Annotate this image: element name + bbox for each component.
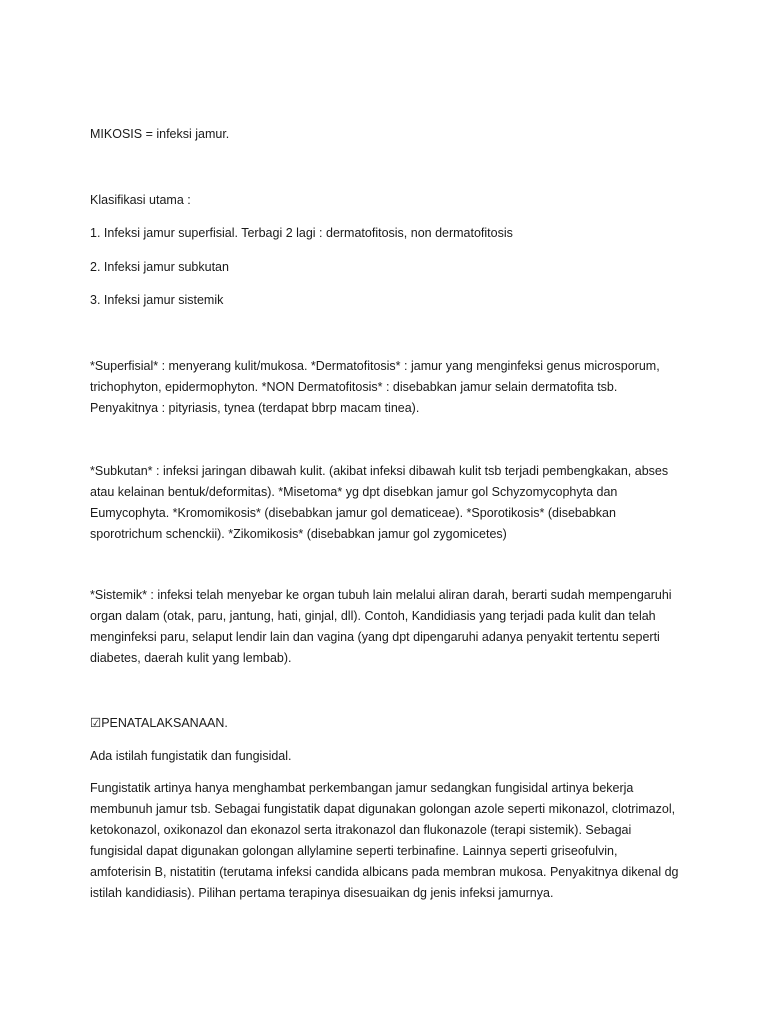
document-title: MIKOSIS = infeksi jamur.	[90, 127, 230, 141]
list-item: 2. Infeksi jamur subkutan	[90, 260, 229, 274]
list-item: 1. Infeksi jamur superfisial. Terbagi 2 lagi : dermatofitosis, non dermatofitosis	[90, 226, 513, 240]
classification-heading: Klasifikasi utama :	[90, 193, 191, 207]
sistemik-paragraph: *Sistemik* : infeksi telah menyebar ke organ tubuh lain melalui aliran darah, berarti sudah mempengaruhi organ dalam (otak, paru, jantung, hati, ginjal, dll). Contoh, Kandidiasis yang terjadi pada kulit dan telah menginfeksi paru, selaput lendir lain dan vagina (yang dpt dipengaruhi adanya penyakit tertentu seperti diabetes, daerah kulit yang lembab).	[90, 588, 672, 665]
subkutan-paragraph: *Subkutan* : infeksi jaringan dibawah kulit. (akibat infeksi dibawah kulit tsb terjadi pembengkakan, abses atau kelainan bentuk/deformitas). *Misetoma* yg dpt disebkan jamur gol Schyzomycophyta dan Eumycophyta. *Kromomikosis* (disebabkan jamur gol dematiceae). *Sporotikosis* (disebabkan sporotrichum schenckii). *Zikomikosis* (disebabkan jamur gol zygomicetes)	[90, 464, 669, 541]
istilah-paragraph: Ada istilah fungistatik dan fungisidal.	[90, 749, 292, 763]
fungistatik-paragraph: Fungistatik artinya hanya menghambat perkembangan jamur sedangkan fungisidal artinya bekerja membunuh jamur tsb. Sebagai fungistatik dapat digunakan golongan azole seperti mikonazol, clotrimazol, ketokonazol, oxikonazol dan ekonazol serta itrakonazol dan flukonazole (terapi sistemik). Sebagai fungisidal dapat digunakan golongan allylamine seperti terbinafine. Lainnya seperti griseofulvin, amfoterisin B, nistatitin (terutama infeksi candida albicans pada membran mukosa. Penyakitnya dikenal dg istilah kandidiasis). Pilihan pertama terapinya disesuaikan dg jenis infeksi jamurnya.	[90, 781, 679, 900]
penatalaksanaan-heading: ☑PENATALAKSANAAN.	[90, 716, 228, 730]
superfisial-paragraph: *Superfisial* : menyerang kulit/mukosa. *Dermatofitosis* : jamur yang menginfeksi genus microsporum, trichophyton, epidermophyton. *NON Dermatofitosis* : disebabkan jamur selain dermatofita tsb. Penyakitnya : pityriasis, tynea (terdapat bbrp macam tinea).	[90, 359, 660, 415]
list-item: 3. Infeksi jamur sistemik	[90, 293, 224, 307]
